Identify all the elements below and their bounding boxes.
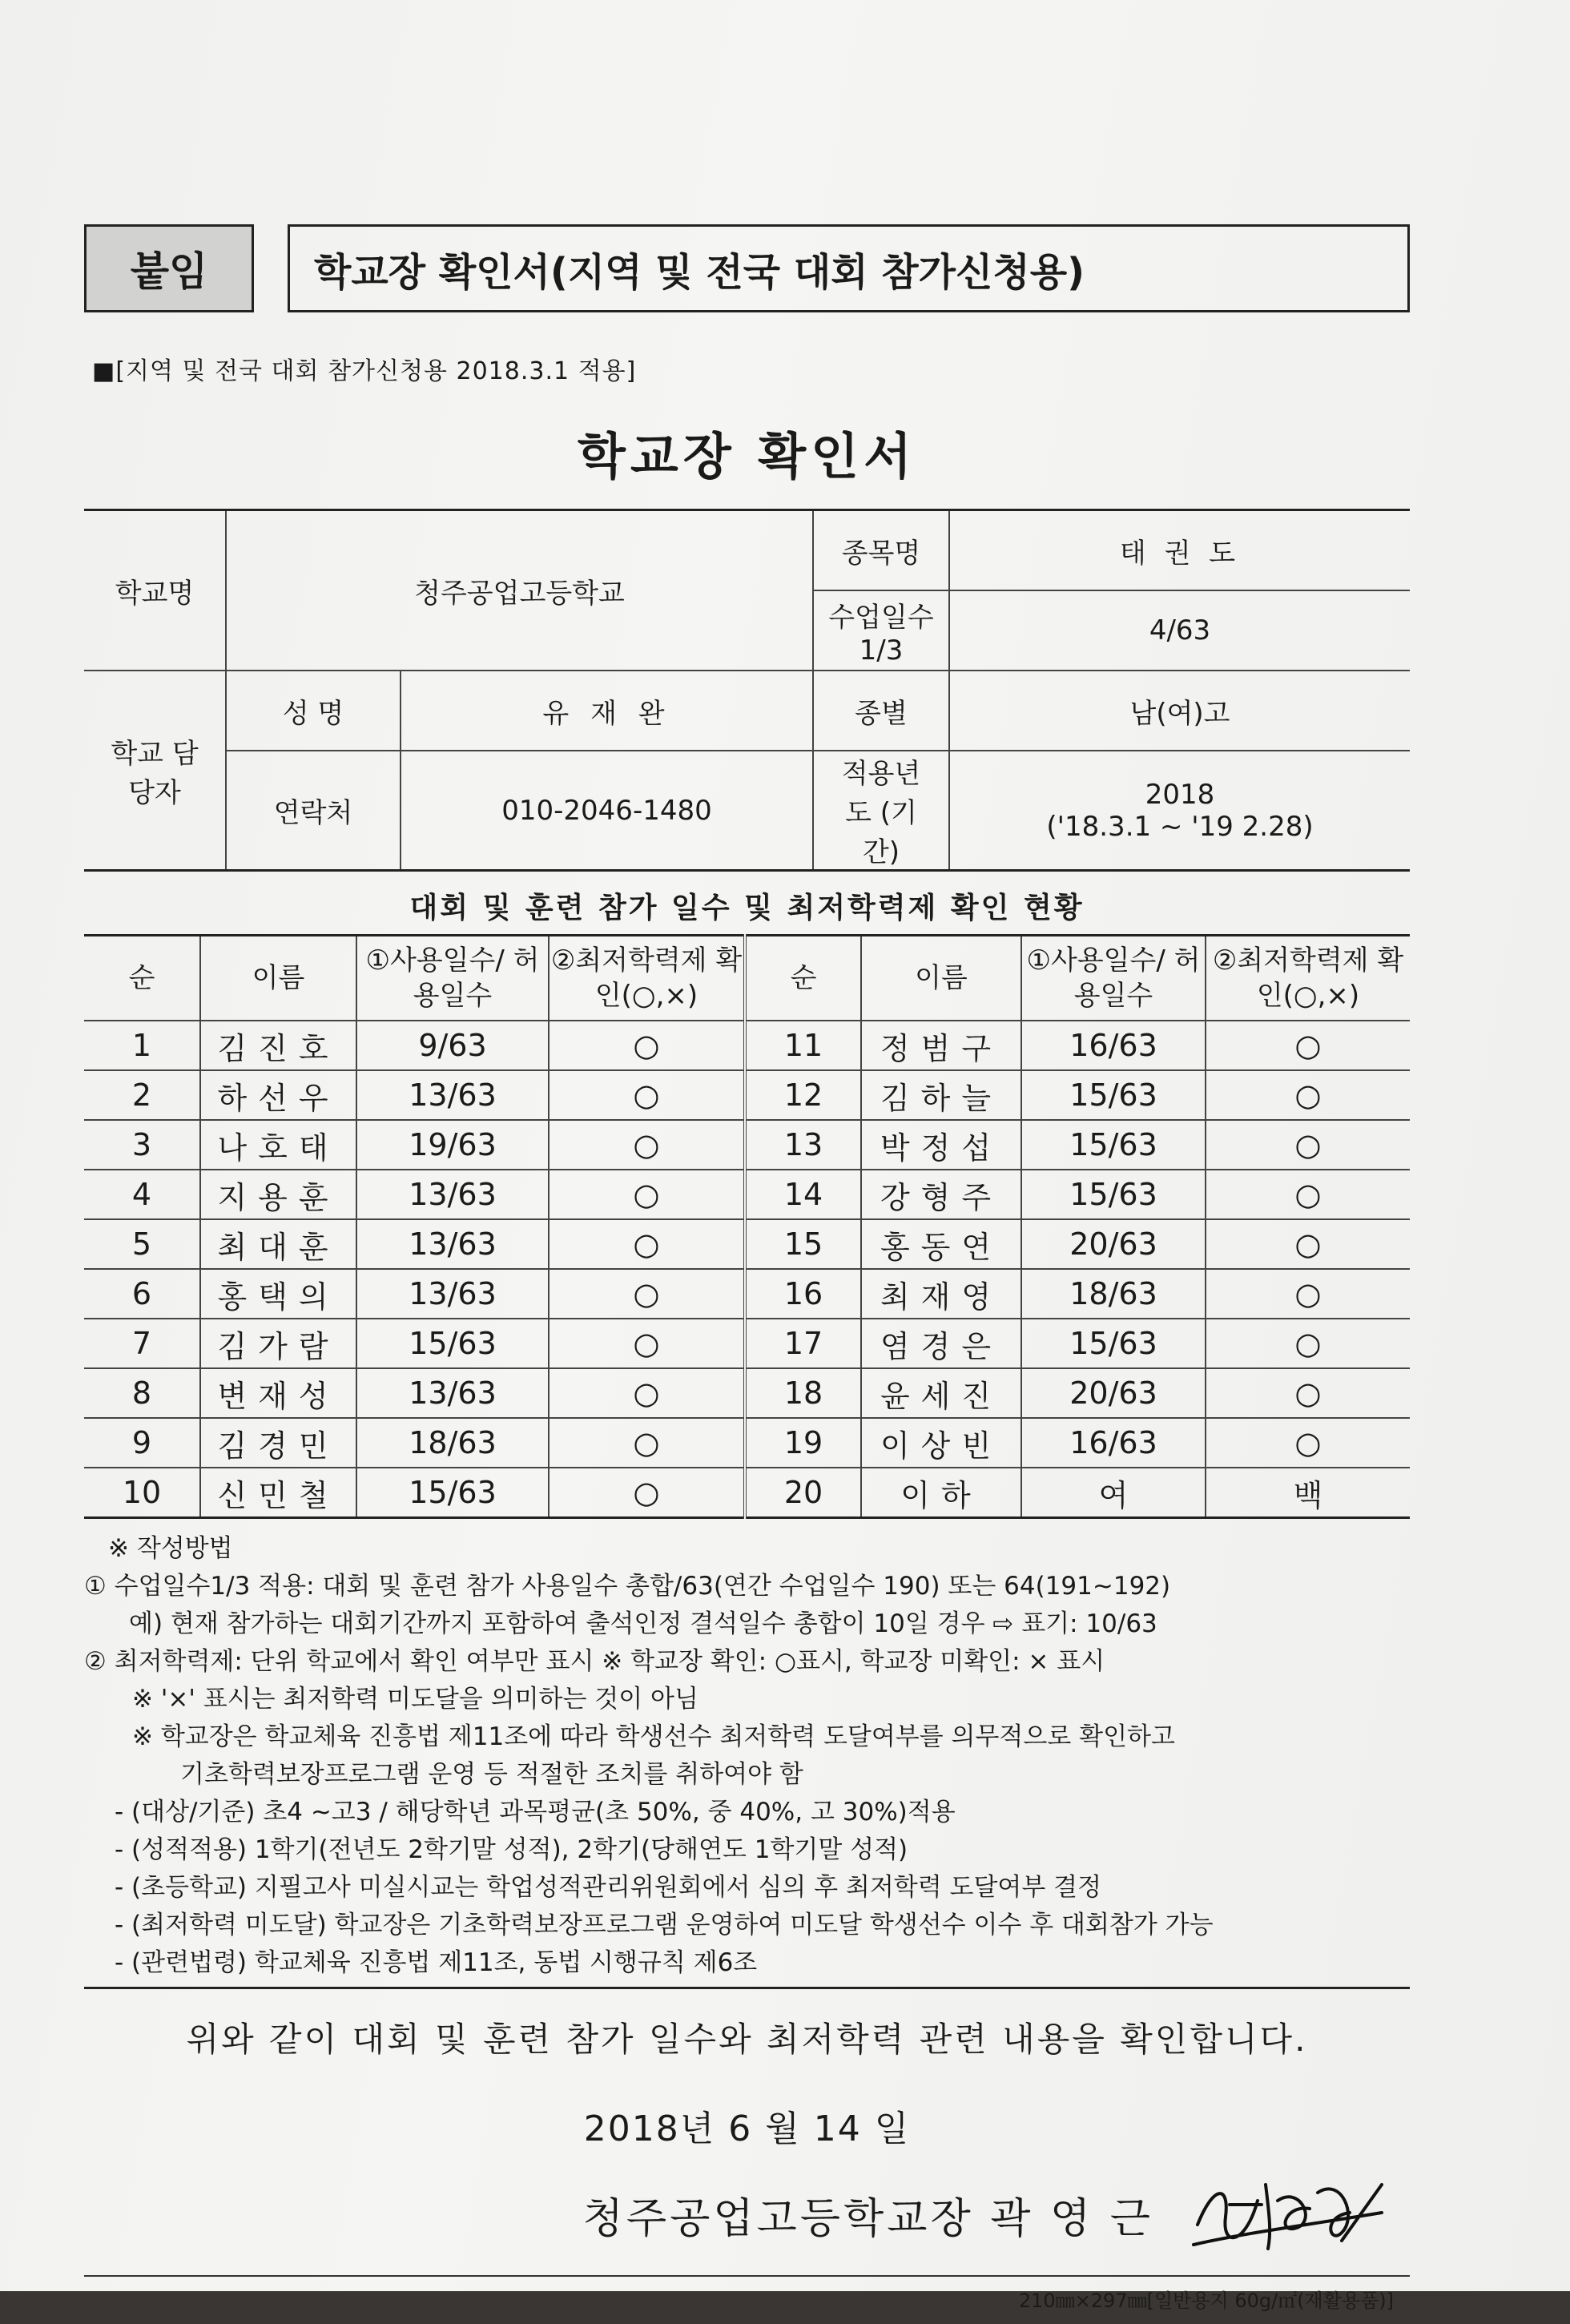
days-used: 18/63 [356,1418,549,1468]
row-number: 20 [745,1468,861,1518]
table-header-row [84,936,1410,1021]
col-days: ①사용일수/ 허용일수 [1021,936,1206,1021]
row-number: 18 [745,1368,861,1418]
days-value: 4/63 [949,590,1410,671]
days-used: 13/63 [356,1269,549,1319]
document-body [84,224,1410,2313]
days-used: 9/63 [356,1021,549,1070]
note-item: ② 최저학력제: 단위 학교에서 확인 여부만 표시 ※ 학교장 확인: ○표시, 학교장 미확인: × 표시 [84,1647,1105,1676]
academic-check: ○ [549,1418,745,1468]
participant-name: 김진호 [200,1021,356,1070]
participant-name: 김하늘 [861,1070,1021,1120]
academic-check: ○ [1206,1170,1410,1219]
paper-spec: 210㎜×297㎜[일반용지 60g/㎡(재활용품)] [1018,2290,1394,2312]
info-table [84,509,1410,872]
days-used: 20/63 [1021,1219,1206,1269]
note-item: ① 수업일수1/3 적용: 대회 및 훈련 참가 사용일수 총합/63(연간 수업일수 190) 또는 64(191~192) [84,1572,1171,1601]
col-check: ②최저학력제 확인(○,×) [549,936,745,1021]
note-item: ※ 학교장은 학교체육 진흥법 제11조에 따라 학생선수 최저학력 도달여부를 의무적으로 확인하고 [132,1722,1175,1751]
days-used: 16/63 [1021,1021,1206,1070]
academic-check: ○ [1206,1070,1410,1120]
row-number: 13 [745,1120,861,1170]
period-value: ('18.3.1 ~ '19 2.28) [1046,810,1314,843]
academic-check: ○ [549,1120,745,1170]
days-used: 13/63 [356,1368,549,1418]
col-name: 이름 [200,936,356,1021]
col-days: ①사용일수/ 허용일수 [356,936,549,1021]
days-used: 15/63 [1021,1070,1206,1120]
table-row [84,1418,1410,1468]
row-number: 9 [84,1418,200,1468]
col-no: 순 [745,936,861,1021]
table-row [84,1368,1410,1418]
academic-check: ○ [1206,1418,1410,1468]
participant-name: 이하 [861,1468,1021,1518]
note-item: - (대상/기준) 초4 ~고3 / 해당학년 과목평균(초 50%, 중 40%, 고 30%)적용 [115,1798,956,1827]
issue-date: 2018년 6 월 14 일 [583,2109,911,2149]
row-number: 4 [84,1170,200,1219]
table-row [84,1269,1410,1319]
notes-heading: ※ 작성방법 [108,1534,233,1563]
days-used: 20/63 [1021,1368,1206,1418]
academic-check: ○ [549,1468,745,1518]
days-used: 여 [1021,1468,1206,1518]
days-used: 13/63 [356,1170,549,1219]
info-row [84,671,1410,751]
row-number: 11 [745,1021,861,1070]
academic-check: 백 [1206,1468,1410,1518]
attachment-tag: 붙임 [84,224,254,312]
year-value: 2018 [1145,778,1215,811]
participant-name: 김경민 [200,1418,356,1468]
note-item: - (관련법령) 학교체육 진흥법 제11조, 동법 시행규칙 제6조 [115,1948,758,1977]
participant-name: 박정섭 [861,1120,1021,1170]
academic-check: ○ [1206,1368,1410,1418]
academic-check: ○ [549,1021,745,1070]
row-number: 7 [84,1319,200,1368]
info-row [84,510,1410,591]
table-row [84,1120,1410,1170]
academic-check: ○ [1206,1319,1410,1368]
row-number: 2 [84,1070,200,1120]
row-number: 17 [745,1319,861,1368]
academic-check: ○ [549,1070,745,1120]
note-item: - (성적적용) 1학기(전년도 2학기말 성적), 2학기(당해연도 1학기말 성적) [115,1835,908,1864]
bottom-divider [84,2275,1410,2277]
type-label: 종별 [813,671,949,751]
days-label: 수업일수 1/3 [813,590,949,671]
days-used: 15/63 [1021,1170,1206,1219]
table-row [84,1468,1410,1518]
row-number: 5 [84,1219,200,1269]
academic-check: ○ [549,1170,745,1219]
table-row [84,1219,1410,1269]
academic-check: ○ [1206,1120,1410,1170]
participant-name: 염경은 [861,1319,1021,1368]
row-number: 16 [745,1269,861,1319]
days-used: 15/63 [356,1319,549,1368]
confirm-statement: 위와 같이 대회 및 훈련 참가 일수와 최저학력 관련 내용을 확인합니다. [186,2020,1308,2059]
row-number: 3 [84,1120,200,1170]
row-number: 14 [745,1170,861,1219]
participant-name: 나호태 [200,1120,356,1170]
writing-notes [84,1530,1410,1982]
participant-name: 신민철 [200,1468,356,1518]
col-no: 순 [84,936,200,1021]
participant-name: 윤세진 [861,1368,1021,1418]
type-value: 남(여)고 [949,671,1410,751]
academic-check: ○ [549,1319,745,1368]
row-number: 15 [745,1219,861,1269]
apply-note: ■[지역 및 전국 대회 참가신청용 2018.3.1 적용] [92,357,637,385]
row-number: 1 [84,1021,200,1070]
academic-check: ○ [1206,1269,1410,1319]
note-item: - (최저학력 미도달) 학교장은 기초학력보장프로그램 운영하여 미도달 학생선수 이수 후 대회참가 가능 [115,1911,1214,1939]
note-item: - (초등학교) 지필고사 미실시교는 학업성적관리위원회에서 심의 후 최저학력 도달여부 결정 [115,1873,1102,1902]
row-number: 6 [84,1269,200,1319]
table-row [84,1021,1410,1070]
year-cell [949,751,1410,871]
contact-label: 연락처 [226,751,401,871]
participant-name: 지용훈 [200,1170,356,1219]
row-number: 10 [84,1468,200,1518]
signer-row [84,2185,1410,2245]
participant-name: 정범구 [861,1021,1021,1070]
participant-name: 최재영 [861,1269,1021,1319]
table-row [84,1070,1410,1120]
participant-name: 홍동연 [861,1219,1021,1269]
days-used: 15/63 [1021,1319,1206,1368]
days-used: 18/63 [1021,1269,1206,1319]
academic-check: ○ [549,1219,745,1269]
participant-name: 변재성 [200,1368,356,1418]
signature-icon [1182,2169,1390,2257]
participant-name: 이상빈 [861,1418,1021,1468]
days-used: 19/63 [356,1120,549,1170]
academic-check: ○ [549,1269,745,1319]
name-label: 성 명 [226,671,401,751]
row-number: 12 [745,1070,861,1120]
section-title: 대회 및 훈련 참가 일수 및 최저학력제 확인 현황 [409,892,1085,924]
days-used: 16/63 [1021,1418,1206,1468]
days-used: 15/63 [356,1468,549,1518]
main-title: 학교장 확인서 [578,427,916,485]
row-number: 8 [84,1368,200,1418]
table-row [84,1319,1410,1368]
participant-table [84,934,1410,1519]
participant-name: 강형주 [861,1170,1021,1219]
academic-check: ○ [549,1368,745,1418]
divider [84,1987,1410,1989]
school-value: 청주공업고등학교 [226,510,813,671]
school-label: 학교명 [84,510,226,671]
participant-name: 김가람 [200,1319,356,1368]
academic-check: ○ [1206,1219,1410,1269]
days-used: 13/63 [356,1070,549,1120]
info-row [84,751,1410,871]
note-item: ※ '×' 표시는 최저학력 미도달을 의미하는 것이 아님 [132,1685,698,1714]
sport-value: 태 권 도 [949,510,1410,591]
table-body [84,1021,1410,1518]
participant-name: 최대훈 [200,1219,356,1269]
name-value: 유 재 완 [401,671,813,751]
note-item: 예) 현재 참가하는 대회기간까지 포함하여 출석인정 결석일수 총합이 10일 경우 ⇨ 표기: 10/63 [129,1609,1157,1638]
form-title: 학교장 확인서(지역 및 전국 대회 참가신청용) [288,224,1410,312]
participant-name: 하선우 [200,1070,356,1120]
note-item: 기초학력보장프로그램 운영 등 적절한 조치를 취하여야 함 [180,1760,803,1789]
days-used: 15/63 [1021,1120,1206,1170]
days-used: 13/63 [356,1219,549,1269]
row-number: 19 [745,1418,861,1468]
year-label: 적용년도 (기간) [813,751,949,871]
header-row [84,224,1410,312]
table-row [84,1170,1410,1219]
academic-check: ○ [1206,1021,1410,1070]
col-check: ②최저학력제 확인(○,×) [1206,936,1410,1021]
manager-label: 학교 담당자 [84,671,226,871]
sport-label: 종목명 [813,510,949,591]
col-name: 이름 [861,936,1021,1021]
signer-name: 청주공업고등학교장 곽 영 근 [582,2195,1153,2243]
participant-name: 홍택의 [200,1269,356,1319]
contact-value: 010-2046-1480 [401,751,813,871]
